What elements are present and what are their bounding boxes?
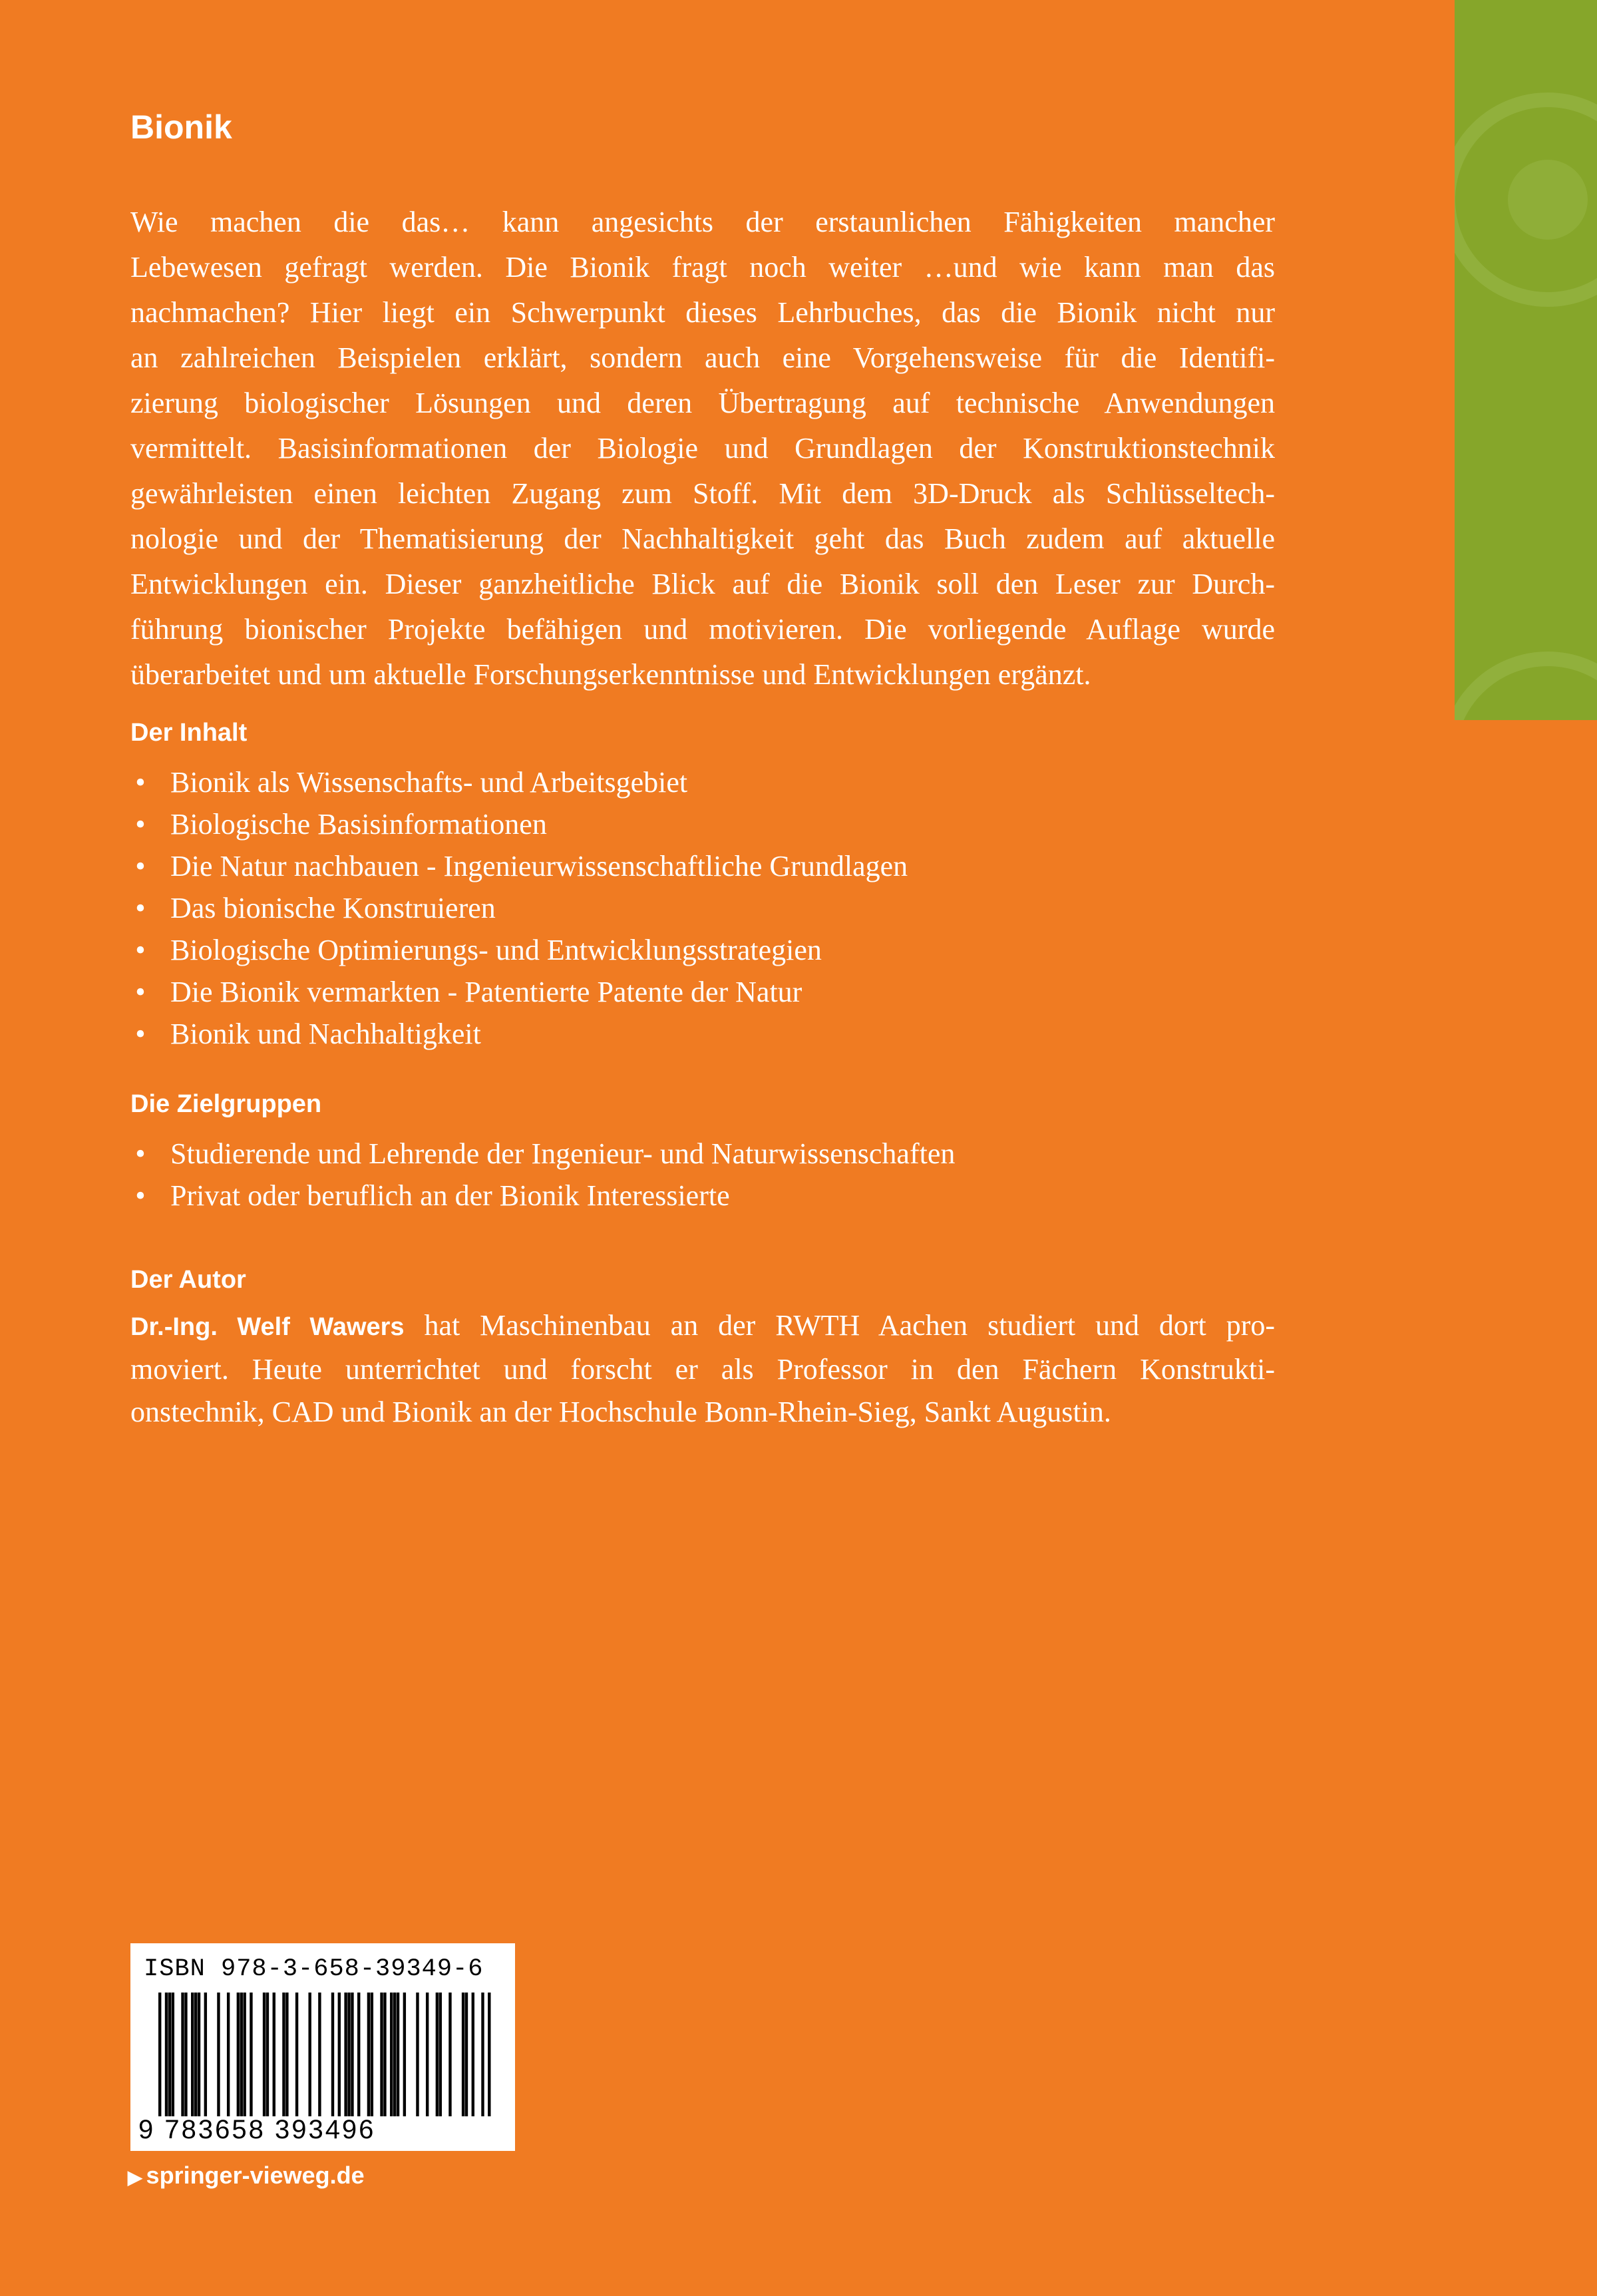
bullet-icon: • [135,976,146,1008]
barcode-bar [403,1993,406,2116]
bullet-icon: • [135,850,146,882]
barcode-bar [263,1993,266,2116]
barcode-bar [371,1993,373,2116]
barcode-bar [416,1993,419,2116]
barcode-bar [285,1993,288,2116]
bullet-icon: • [135,1018,146,1050]
blurb-line: nachmachen? Hier liegt ein Schwerpunkt dieses Lehrbuches, das die Bionik nicht nur [130,296,1275,329]
list-item [130,887,908,929]
barcode-bar [436,1993,439,2116]
barcode-bar [165,1993,168,2116]
barcode-bar [172,1993,174,2116]
list-item-text: Biologische Basisinformationen [170,808,547,841]
barcode-bar [181,1993,184,2116]
blurb-line: zierung biologischer Lösungen und deren Übertragung auf technische Anwendungen [130,387,1275,419]
barcode-bar [347,1993,350,2116]
book-blurb [130,200,1275,697]
barcode-bar [217,1993,220,2116]
blurb-line: überarbeitet und um aktuelle Forschungserkenntnisse und Entwicklungen ergänzt. [130,658,1091,691]
barcode-bar [380,1993,383,2116]
barcode-bar [465,1993,468,2116]
barcode-bar [390,1993,393,2116]
author-bio [130,1304,1275,1434]
barcode-bar [237,1993,240,2116]
list-item-text: Die Natur nachbauen - Ingenieurwissenschaftliche Grundlagen [170,850,908,882]
list-item-text: Studierende und Lehrende der Ingenieur- und Naturwissenschaften [170,1137,956,1170]
blurb-line: Wie machen die das… kann angesichts der erstaunlichen Fähigkeiten mancher [130,206,1275,238]
list-item [130,1175,955,1217]
barcode-bar [184,1993,187,2116]
barcode-bar [472,1993,474,2116]
barcode-bars [158,1993,491,2116]
bullet-icon: • [135,934,146,966]
author-bio-line [130,1304,1275,1348]
list-item-text: Die Bionik vermarkten - Patentierte Patente der Natur [170,976,802,1008]
blurb-line: führung bionischer Projekte befähigen und motivieren. Die vorliegende Auflage wurde [130,613,1275,646]
bullet-icon: • [135,892,146,924]
author-bio-text: hat Maschinenbau an der RWTH Aachen studiert und dort pro- [404,1309,1276,1342]
blurb-line: nologie und der Thematisierung der Nachhaltigkeit geht das Buch zudem auf aktuelle [130,522,1275,555]
barcode-bar [194,1993,197,2116]
blurb-line: gewährleisten einen leichten Zugang zum Stoff. Mit dem 3D-Druck als Schlüsseltech- [130,477,1275,510]
barcode-bar [397,1993,399,2116]
audience-list [130,1133,955,1217]
isbn-barcode [130,1943,515,2151]
author-bio-line: moviert. Heute unterrichtet und forscht er als Professor in den Fächern Konstrukti- [130,1353,1275,1386]
audience-heading: Die Zielgruppen [130,1090,322,1118]
barcode-bar [240,1993,243,2116]
barcode-bar [357,1993,360,2116]
barcode-bar [191,1993,194,2116]
bullet-icon: • [135,1137,146,1170]
barcode-bar [331,1993,334,2116]
barcode-bar [383,1993,386,2116]
barcode-bar [351,1993,353,2116]
list-item-text: Bionik als Wissenschafts- und Arbeitsgebiet [170,766,688,799]
barcode-bar [344,1993,347,2116]
contents-section [130,720,908,1055]
list-item-text: Bionik und Nachhaltigkeit [170,1018,481,1050]
barcode-bar [158,1993,161,2116]
list-item [130,845,908,887]
barcode-bar [266,1993,269,2116]
barcode-bar [282,1993,285,2116]
arrow-right-icon: ▶ [128,2167,142,2188]
barcode-bar [481,1993,484,2116]
barcode-bar [243,1993,246,2116]
barcode-bar [273,1993,275,2116]
list-item-text: Privat oder beruflich an der Bionik Interessierte [170,1179,730,1212]
publisher-link[interactable] [128,2162,365,2190]
blurb-line: Lebewesen gefragt werden. Die Bionik fragt noch weiter …und wie kann man das [130,251,1275,284]
bullet-icon: • [135,766,146,799]
author-heading: Der Autor [130,1266,246,1294]
barcode-bar [393,1993,396,2116]
bullet-icon: • [135,808,146,841]
barcode-bar [227,1993,230,2116]
author-name: Dr.-Ing. Welf Wawers [130,1313,405,1341]
list-item [130,1013,908,1055]
list-item [130,803,908,845]
blurb-line: Entwicklungen ein. Dieser ganzheitliche Blick auf die Bionik soll den Leser zur Durch- [130,568,1275,600]
barcode-bar [308,1993,311,2116]
blurb-line: vermittelt. Basisinformationen der Biologie und Grundlagen der Konstruktionstechnik [130,432,1275,465]
list-item [130,971,908,1013]
barcode-bar [488,1993,490,2116]
barcode-bar [295,1993,298,2116]
bullet-icon: • [135,1179,146,1212]
publisher-url: springer-vieweg.de [146,2162,365,2189]
list-item-text: Das bionische Konstruieren [170,892,496,924]
barcode-bar [168,1993,171,2116]
book-title: Bionik [130,108,232,146]
list-item [130,761,908,803]
barcode-bar [448,1993,451,2116]
decorative-circles [1455,0,1597,720]
cover-accent-band [1455,0,1597,720]
barcode-bar [198,1993,200,2116]
list-item [130,929,908,971]
barcode-bar [338,1993,341,2116]
author-section [130,1267,1275,1434]
barcode-digits: 9 783658 393496 [138,2115,376,2144]
isbn-label: ISBN 978-3-658-39349-6 [144,1955,484,1983]
barcode-bar [204,1993,207,2116]
list-item-text: Biologische Optimierungs- und Entwicklungsstrategien [170,934,822,966]
author-bio-line: onstechnik, CAD und Bionik an der Hochschule Bonn-Rhein-Sieg, Sankt Augustin. [130,1396,1111,1428]
audience-section [130,1091,955,1217]
barcode-bar [426,1993,429,2116]
barcode-bar [367,1993,370,2116]
contents-list [130,761,908,1055]
list-item [130,1133,955,1175]
blurb-line: an zahlreichen Beispielen erklärt, sondern auch eine Vorgehensweise für die Identifi- [130,341,1275,374]
barcode-bar [250,1993,252,2116]
barcode-bar [462,1993,464,2116]
barcode-bar [439,1993,442,2116]
barcode-bar [318,1993,321,2116]
contents-heading: Der Inhalt [130,719,248,747]
